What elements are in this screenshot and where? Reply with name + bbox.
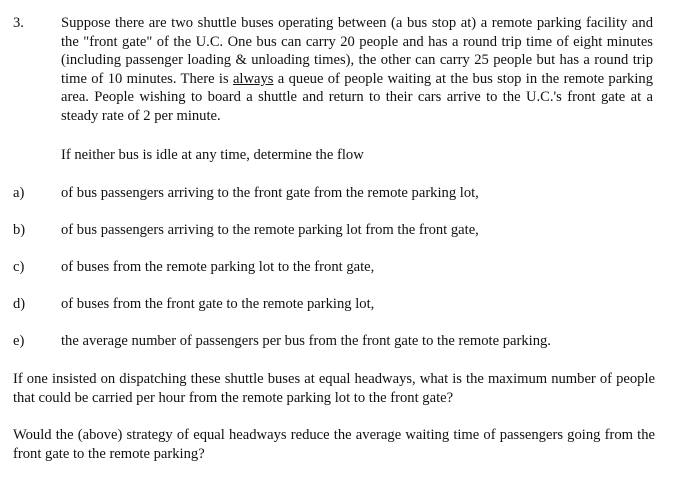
statement-part-1: Suppose there are two shuttle buses operating between (a bus stop at) a remote parking facility and the "front gate" of the U.C. One bus can carry 20 people and has a round trip time of eight minutes (including passenger loading & unloading times), the other can carry 25 people but has a round trip time of 10 minutes. There is [61, 15, 653, 87]
part-text: of buses from the remote parking lot to the front gate, [61, 259, 375, 275]
statement-part-2: a queue of people waiting at the bus stop in the remote parking area. People wishing to board a shuttle and return to their cars arrive to the U.C.'s front gate at a steady rate of 2 per minute. [61, 70, 653, 124]
part-label: d) [13, 296, 26, 312]
followup-text: Would the (above) strategy of equal headways reduce the average waiting time of passengers going from the front gate to the remote parking? [13, 427, 655, 462]
lead-in-text: If neither bus is idle at any time, determine the flow [61, 147, 364, 163]
part-label: c) [13, 259, 25, 275]
part-label: e) [13, 333, 25, 349]
part-label: a) [13, 185, 25, 201]
part-text: of buses from the front gate to the remote parking lot, [61, 296, 375, 312]
part-label: b) [13, 222, 26, 238]
followup-text: If one insisted on dispatching these shuttle buses at equal headways, what is the maximum number of people that could be carried per hour from the remote parking lot to the front gate? [13, 371, 655, 406]
part-text: the average number of passengers per bus from the front gate to the remote parking. [61, 333, 551, 349]
part-text: of bus passengers arriving to the front gate from the remote parking lot, [61, 185, 479, 201]
problem-number: 3. [13, 15, 24, 31]
statement-emphasis: always [232, 70, 274, 87]
part-text: of bus passengers arriving to the remote parking lot from the front gate, [61, 222, 479, 238]
problem-statement [61, 14, 653, 126]
